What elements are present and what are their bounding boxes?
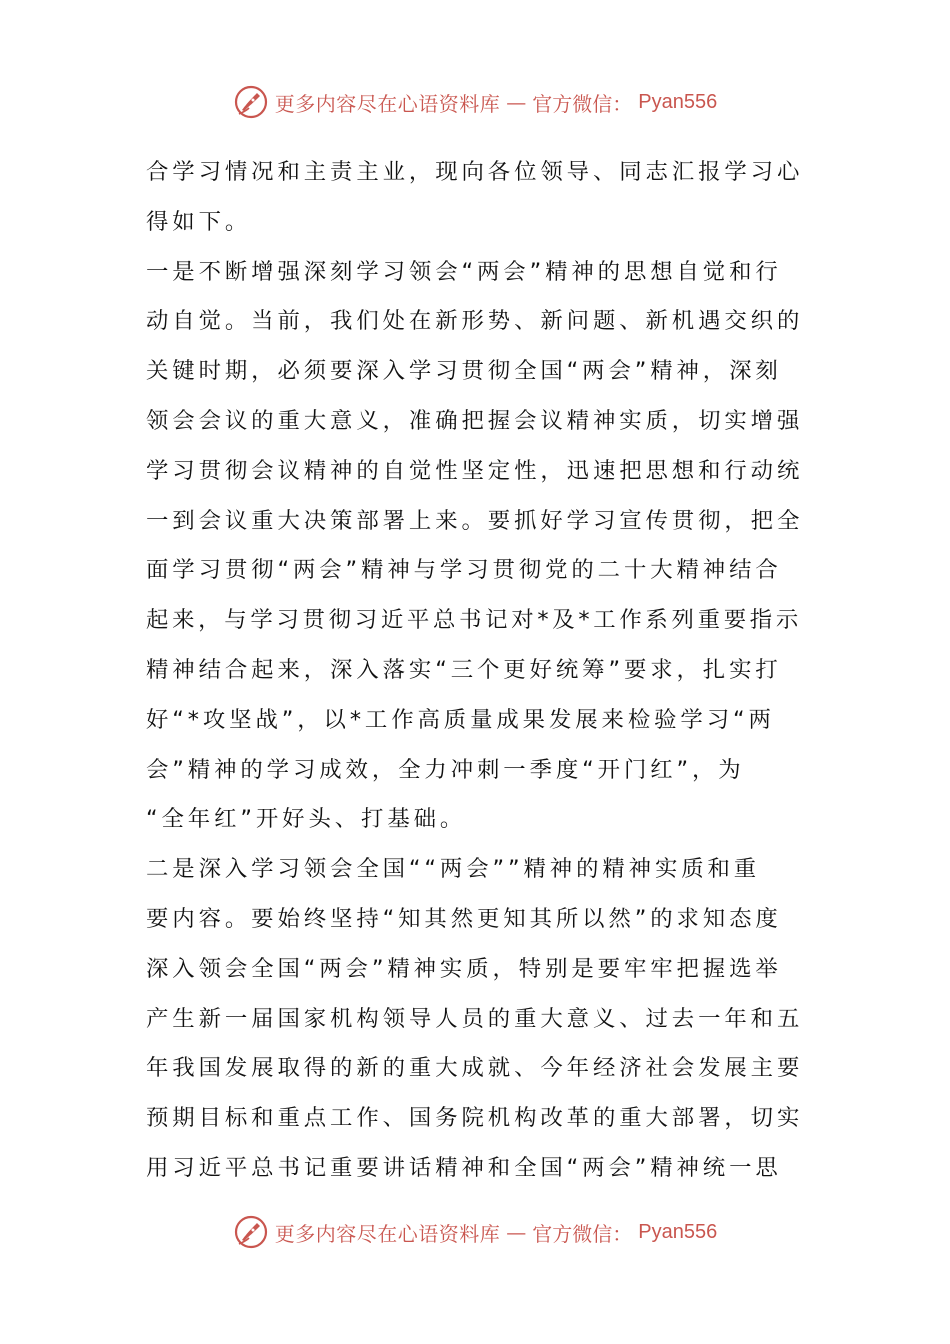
header-wechat-account: Pyan556 [638,90,718,113]
text-line: 预期目标和重点工作、国务院机构改革的重大部署，切实 [146,1105,804,1132]
header-separator: — [506,90,527,114]
footer-wechat-account: Pyan556 [638,1220,718,1243]
text-line: 精神结合起来，深入落实“三个更好统筹”要求，扎实打 [146,656,782,683]
footer-banner [0,1212,950,1252]
text-line: 关键时期，必须要深入学习贯彻全国“两会”精神，深刻 [146,358,782,385]
text-line: 好“*攻坚战”，以*工作高质量成果发展来检验学习“两 [146,706,775,733]
header-brand-text: 更多内容尽在心语资料库 [274,91,501,116]
text-line: 学习贯彻会议精神的自觉性坚定性，迅速把思想和行动统 [146,457,804,484]
pen-circle-logo-icon [233,1214,269,1250]
footer-separator: — [506,1220,527,1244]
document-body [146,148,806,1194]
text-line: 领会会议的重大意义，准确把握会议精神实质，切实增强 [146,407,804,434]
text-line: 得如下。 [146,208,252,235]
text-line: “全年红”开好头、打基础。 [146,806,467,833]
text-line: 二是深入学习领会全国““两会””精神的精神实质和重 [146,856,761,883]
footer-brand-text: 更多内容尽在心语资料库 [274,1221,501,1246]
header-wechat-label: 官方微信： [532,91,633,116]
text-line: 合学习情况和主责主业，现向各位领导、同志汇报学习心 [146,159,804,185]
text-line: 用习近平总书记重要讲话精神和全国“两会”精神统一思 [146,1154,782,1181]
text-line: 深入领会全国“两会”精神实质，特别是要牢牢把握选举 [146,955,782,982]
text-line: 产生新一届国家机构领导人员的重大意义、过去一年和五 [146,1005,804,1032]
text-line: 一到会议重大决策部署上来。要抓好学习宣传贯彻，把全 [146,507,804,534]
pen-circle-logo-icon [233,84,269,120]
header-banner [0,82,950,122]
text-line: 起来，与学习贯彻习近平总书记对*及*工作系列重要指示 [146,607,802,634]
text-line: 年我国发展取得的新的重大成就、今年经济社会发展主要 [146,1055,804,1082]
text-line: 会”精神的学习成效，全力冲刺一季度“开门红”，为 [146,756,745,783]
text-line: 动自觉。当前，我们处在新形势、新问题、新机遇交织的 [146,308,804,335]
text-line: 一是不断增强深刻学习领会“两会”精神的思想自觉和行 [146,258,782,285]
footer-wechat-label: 官方微信： [532,1221,633,1246]
text-line: 面学习贯彻“两会”精神与学习贯彻党的二十大精神结合 [146,557,782,584]
text-line: 要内容。要始终坚持“知其然更知其所以然”的求知态度 [146,905,782,932]
